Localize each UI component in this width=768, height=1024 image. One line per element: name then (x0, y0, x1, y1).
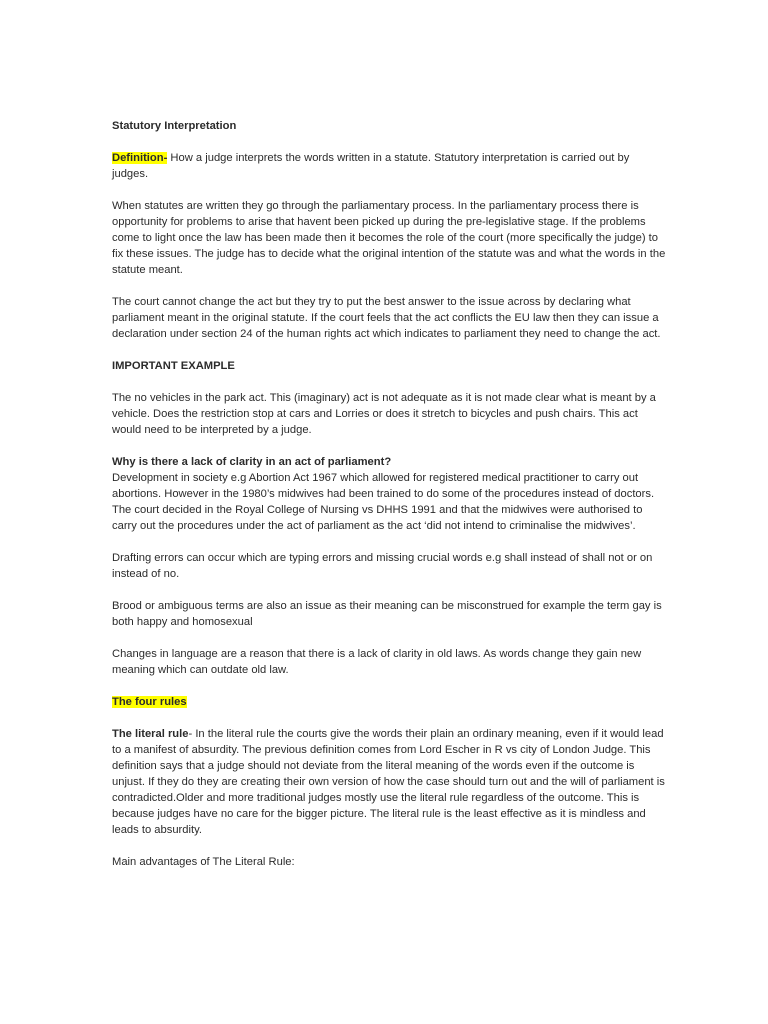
definition-paragraph (112, 150, 668, 182)
advantages-line: Main advantages of The Literal Rule: (112, 856, 295, 868)
why-heading: Why is there a lack of clarity in an act of parliament? (112, 456, 392, 468)
important-example-heading: IMPORTANT EXAMPLE (112, 360, 235, 372)
definition-label: Definition- (112, 152, 168, 164)
literal-rule-label: The literal rule (112, 728, 189, 740)
four-rules-heading: The four rules (112, 696, 187, 708)
definition-text: How a judge interprets the words written in a statute. Statutory interpretation is carried out by judges. (112, 152, 630, 180)
paragraph-brood: Brood or ambiguous terms are also an issue as their meaning can be misconstrued for example the term gay is both happy and homosexual (112, 600, 662, 628)
paragraph-drafting: Drafting errors can occur which are typing errors and missing crucial words e.g shall instead of shall not or on instead of no. (112, 552, 653, 580)
paragraph-court: The court cannot change the act but they try to put the best answer to the issue across by declaring what parliament meant in the original statute. If the court feels that the act conflicts the EU law then they can issue a declaration under section 24 of the human rights act which indicates to parliament they need to change the act. (112, 296, 661, 340)
four-rules-paragraph (112, 694, 668, 710)
literal-rule-paragraph (112, 726, 668, 838)
paragraph-language: Changes in language are a reason that there is a lack of clarity in old laws. As words change they gain new meaning which can outdate old law. (112, 648, 642, 676)
document-title: Statutory Interpretation (112, 120, 237, 132)
paragraph-development: Development in society e.g Abortion Act 1967 which allowed for registered medical practitioner to carry out abortions. However in the 1980’s midwives had been trained to do some of the procedures instead of doctors. The court decided in the Royal College of Nursing vs DHHS 1991 and that the midwives were authorised to carry out the procedures under the act of parliament as the act ‘did not intend to criminalise the midwives’. (112, 472, 655, 532)
literal-rule-text: - In the literal rule the courts give the words their plain an ordinary meaning, even if it would lead to a manifest of absurdity. The previous definition comes from Lord Escher in R vs city of London Judge. This definition says that a judge should not deviate from the literal meaning of the words even if the outcome is unjust. If they do they are creating their own version of how the case should turn out and the will of parliament is contradicted.Older and more traditional judges mostly use the literal rule regardless of the outcome. This is because judges have no care for the bigger picture. The literal rule is the least effective as it is mindless and leads to absurdity. (112, 728, 665, 836)
paragraph-process: When statutes are written they go through the parliamentary process. In the parliamentary process there is opportunity for problems to arise that havent been picked up during the pre-legislative stage. If the problems come to light once the law has been made then it becomes the role of the court (more specifically the judge) to fix these issues. The judge has to decide what the original intention of the statute was and what the words in the statute meant. (112, 200, 666, 276)
paragraph-vehicles: The no vehicles in the park act. This (imaginary) act is not adequate as it is not made clear what is meant by a vehicle. Does the restriction stop at cars and Lorries or does it stretch to bicycles and push chairs. This act would need to be interpreted by a judge. (112, 392, 656, 436)
